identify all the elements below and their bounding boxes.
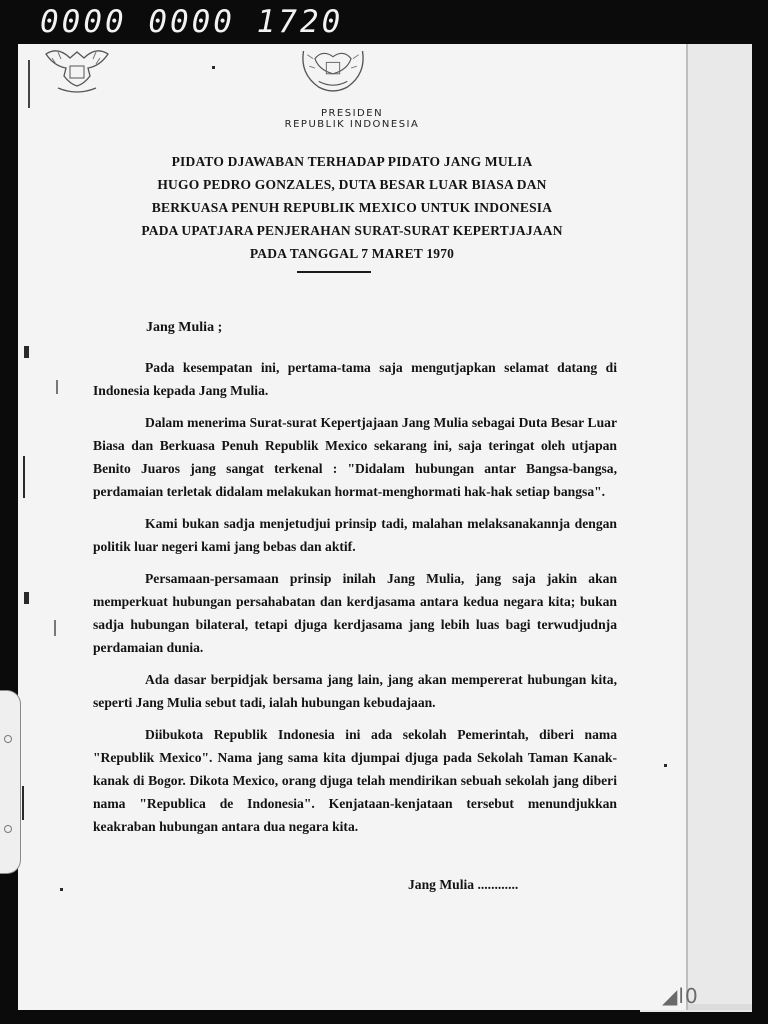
margin-mark <box>24 346 29 358</box>
binder-tab <box>0 690 21 874</box>
title-line: HUGO PEDRO GONZALES, DUTA BESAR LUAR BIASA DAN <box>157 177 547 192</box>
margin-mark <box>23 456 25 498</box>
speck <box>54 620 56 636</box>
letterhead-line-1: PRESIDEN <box>320 108 384 119</box>
paragraph: Ada dasar berpidjak bersama jang lain, jang akan mempererat hubungan kita, seperti Jang Mulia sebut tadi, ialah hubungan kebudajaan. <box>93 672 617 710</box>
speck <box>60 888 63 891</box>
paragraph: Dalam menerima Surat-surat Kepertjajaan Jang Mulia sebagai Duta Besar Luar Biasa dan Berkuasa Penuh Republik Mexico sekarang ini, saja teringat oleh utjapan Benito Juaros jang sangat terkenal : "Didalam hubungan antar Bangsa-bangsa, perdamaian terletak didalam melakukan hormat-menghormati hak-hak setiap bangsa". <box>93 415 617 499</box>
margin-mark <box>28 60 30 108</box>
margin-mark <box>24 592 29 604</box>
speck <box>664 764 667 767</box>
speck <box>56 380 58 394</box>
letterhead-line-2: REPUBLIK INDONESIA <box>284 119 420 130</box>
speck <box>212 66 215 69</box>
paragraph: Persamaan-persamaan prinsip inilah Jang Mulia, jang saja jakin akan memperkuat hubungan persahabatan dan kerdjasama antara kedua negara kita; bukan sadja hubungan bilateral, tetapi djuga kerdjasama jang lebih luas bagi terwudjudnja perdamaian dunia. <box>93 571 617 655</box>
binder-hole <box>4 825 12 833</box>
title-line: PADA UPATJARA PENJERAHAN SURAT-SURAT KEPERTJAJAAN <box>141 223 563 238</box>
frame-counter: 0000 0000 1720 <box>40 4 344 40</box>
title-underline <box>297 271 371 273</box>
salutation: Jang Mulia ; <box>146 320 223 335</box>
corner-mark: ◢l0 <box>662 984 699 1008</box>
letter-body <box>93 356 617 847</box>
closing-continuation: Jang Mulia ............ <box>408 877 519 892</box>
paragraph: Pada kesempatan ini, pertama-tama saja mengutjapkan selamat datang di Indonesia kepada Jang Mulia. <box>93 360 617 398</box>
binder-hole <box>4 735 12 743</box>
paragraph: Kami bukan sadja menjetudjui prinsip tadi, malahan melaksanakannja dengan politik luar negeri kami jang bebas dan aktif. <box>93 516 617 554</box>
letterhead <box>18 108 686 130</box>
title-line: PIDATO DJAWABAN TERHADAP PIDATO JANG MULIA <box>171 154 533 169</box>
presidential-seal-icon <box>294 44 372 96</box>
margin-mark <box>22 786 24 820</box>
paragraph: Diibukota Republik Indonesia ini ada sekolah Pemerintah, diberi nama "Republik Mexico". Nama jang sama kita djumpai djuga pada Sekolah Taman Kanak-kanak di Bogor. Dikota Mexico, orang djuga telah mendirikan sebuah sekolah jang diberi nama "Republica de Indonesia". Kenjataan-kenjataan tersebut menundjukkan keakraban hubungan antara dua negara kita. <box>93 727 617 834</box>
document-title <box>18 150 686 265</box>
title-line: PADA TANGGAL 7 MARET 1970 <box>249 246 455 261</box>
title-line: BERKUASA PENUH REPUBLIK MEXICO UNTUK INDONESIA <box>151 200 553 215</box>
garuda-emblem-icon <box>38 44 116 96</box>
